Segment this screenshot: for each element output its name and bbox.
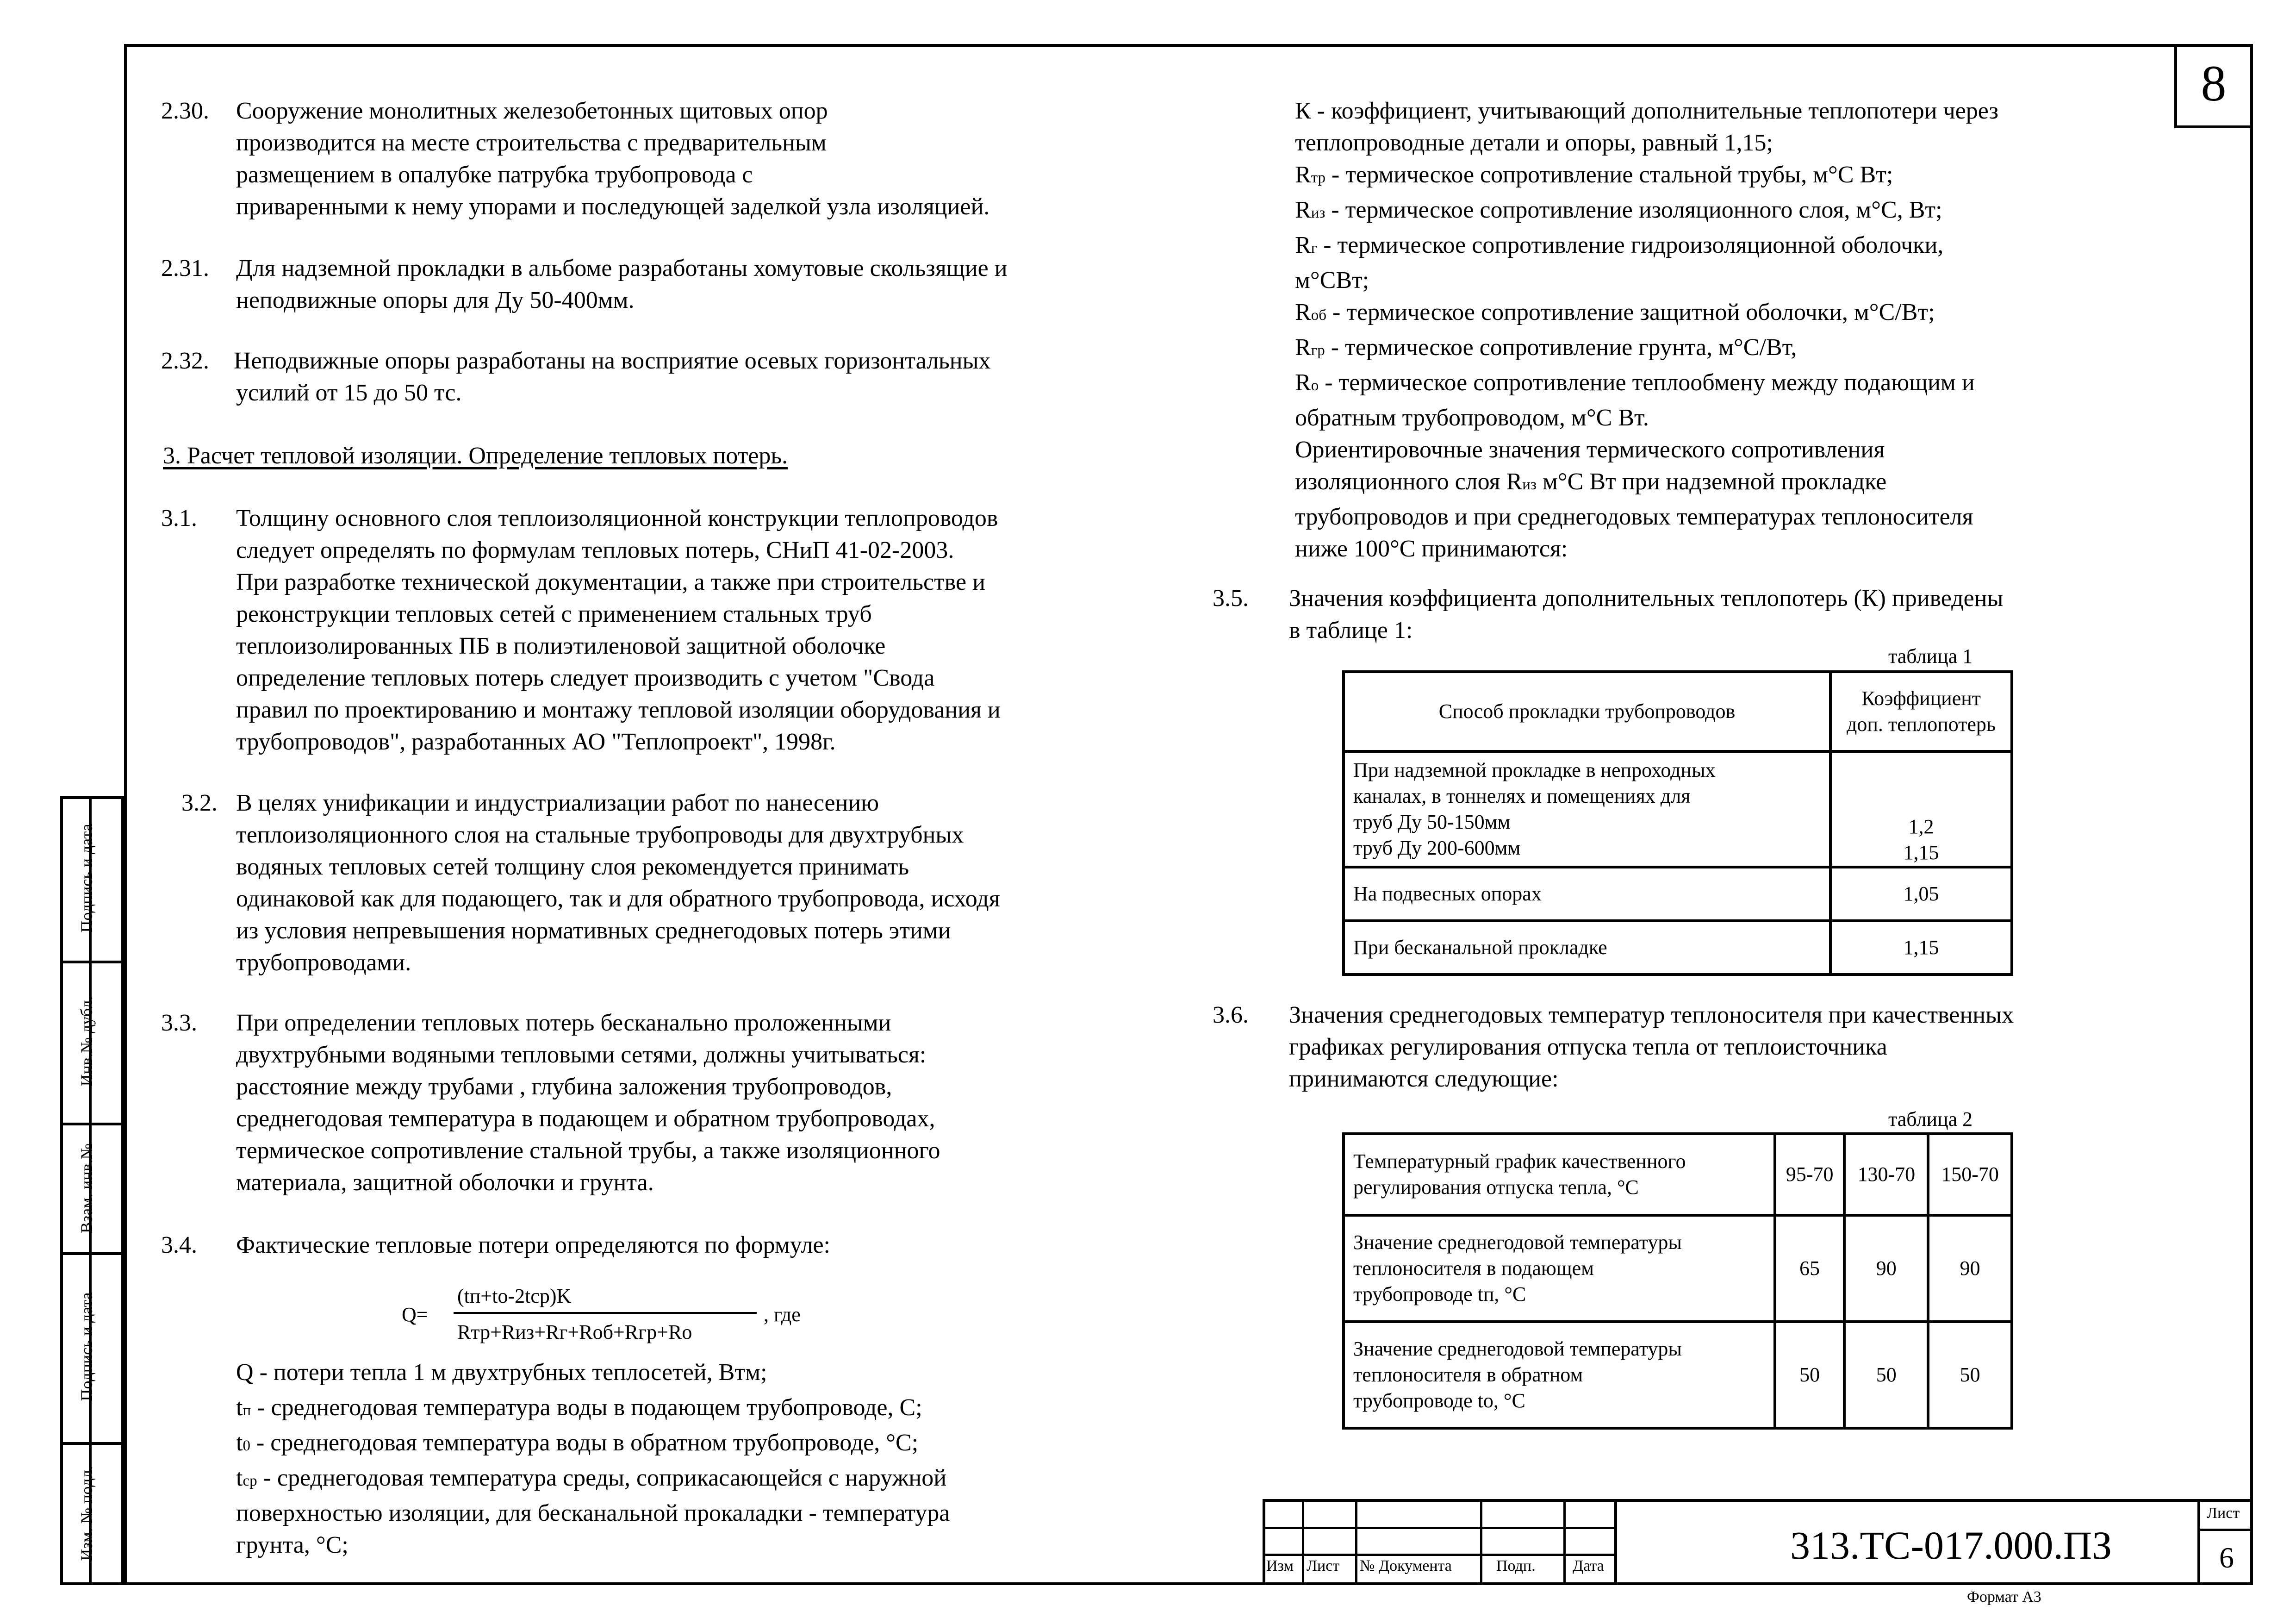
- legend-t0: t0 - среднегодовая температура воды в обратном трубопроводе, °С;: [236, 1430, 919, 1456]
- sec-3-4-text: Фактические тепловые потери определяются по формуле:: [236, 1232, 830, 1258]
- format-label: Формат А3: [1967, 1588, 2041, 1605]
- table2-caption: таблица 2: [1888, 1108, 1973, 1131]
- table2-r3-v2: 50: [1844, 1322, 1928, 1428]
- formula-tail: , где: [764, 1303, 801, 1326]
- table2-r2-v1: 65: [1775, 1215, 1844, 1322]
- table2-row2-label: Значение среднегодовой температуры теплоносителя в подающем трубопроводе tп, °С: [1344, 1215, 1775, 1322]
- formula-lhs: Q=: [402, 1303, 428, 1326]
- legend-tcp: tср - среднегодовая температура среды, соприкасающейся с наружной: [236, 1465, 947, 1491]
- table1-head-method: Способ прокладки трубопроводов: [1344, 672, 1830, 751]
- sec-3-6-num: 3.6.: [1213, 1002, 1249, 1028]
- formula-denominator: Rтр+Rиз+Rг+Rоб+Rгр+Ro: [457, 1321, 692, 1343]
- sec-2-30-text: Сооружение монолитных железобетонных щитовых опор производится на месте строительства с предварительным размещением в опалубке патрубка трубопровода с приваренными к нему упорами и последующей заделкой узла изоляцией.: [236, 98, 990, 220]
- stamp-vzam-inv: Взам. инв.№: [77, 1143, 96, 1233]
- document-code: 313.ТС-017.000.ПЗ: [1790, 1523, 2112, 1568]
- sec-3-6-text: Значения среднегодовых температур теплоносителя при качественных графиках регулирования отпуска тепла от теплоисточника принимаются следующие:: [1289, 1002, 2014, 1092]
- sec-3-3-num: 3.3.: [161, 1010, 197, 1036]
- table1-row3-value: 1,15: [1830, 921, 2012, 974]
- sec-2-31-text: Для надземной прокладки в альбоме разработаны хомутовые скользящие и неподвижные опоры для Ду 50-400мм.: [236, 255, 1008, 313]
- table1-row2-label: На подвесных опорах: [1344, 867, 1830, 921]
- table1-row1-label: При надземной прокладке в непроходных каналах, в тоннелях и помещениях для труб Ду 50-150мм труб Ду 200-600мм: [1344, 751, 1830, 867]
- table1-row2-value: 1,05: [1830, 867, 2012, 921]
- frame-left: [124, 44, 127, 1585]
- tb-head-sign: Подп.: [1496, 1557, 1536, 1574]
- sec-3-2-text: В целях унификации и индустриализации работ по нанесению теплоизоляционного слоя на стальные трубопроводы для двухтрубных водяных тепловых сетей толщину слоя рекомендуется принимать одинаковой как для подающего, так и для обратного трубопровода, исходя из условия непревышения нормативных среднегодовых потерь этими трубопроводами.: [236, 790, 1000, 976]
- stamp-sign-date-2: Подпись и дата: [77, 1292, 96, 1401]
- tb-head-doc: № Документа: [1360, 1557, 1452, 1574]
- sheet-box-bottom: [2174, 125, 2253, 128]
- table1-head-coef: Коэффициент доп. теплопотерь: [1830, 672, 2012, 751]
- sec-3-3-text: При определении тепловых потерь бесканально проложенными двухтрубными водяными тепловыми сетями, должны учитываться: расстояние между трубами , глубина заложения трубопроводов, среднегодовая температура в подающем и обратном трубопроводах, термическое сопротивление стальной трубы, а также изоляционного материала, защитной оболочки и грунта.: [236, 1010, 940, 1196]
- table2-col-95-70: 95-70: [1775, 1134, 1844, 1215]
- legend-left: Q - потери тепла 1 м двухтрубных теплосетей, Втм; tп - среднегодовая температура воды в подающем трубопроводе, С; t0 - среднегодовая температура воды в обратном трубопроводе, °С; tср - среднегодовая температура среды, соприкасающейся с наружной поверхностью изоляции, для бесканальной прокаладки - температура грунта, °С;: [236, 1356, 1162, 1561]
- legend-q: Q - потери тепла 1 м двухтрубных теплосетей, Втм;: [236, 1359, 767, 1386]
- table2: [1342, 1132, 2013, 1430]
- table2-col-130-70: 130-70: [1844, 1134, 1928, 1215]
- table2-r2-v2: 90: [1844, 1215, 1928, 1322]
- table2-row1-label: Температурный график качественного регулирования отпуска тепла, °С: [1344, 1134, 1775, 1215]
- formula-numerator: (tп+tо-2tср)K: [457, 1285, 572, 1307]
- frame-top: [124, 44, 2253, 47]
- tb-head-list: Лист: [1307, 1557, 1340, 1574]
- sec-3-2-num: 3.2.: [181, 790, 218, 816]
- top-sheet-number: 8: [2201, 55, 2227, 112]
- sec-2-32-num: 2.32.: [161, 348, 209, 374]
- legend-right: К - коэффициент, учитывающий дополнительные теплопотери через теплопроводные детали и опоры, равный 1,15; Rтр - термическое сопротивление стальной трубы, м°С Вт; Rиз - термическое сопротивление изоляционного слоя, м°С, Вт; Rг - термическое сопротивление гидроизоляционной оболочки, м°СВт; Rоб - термическое сопротивление защитной оболочки, м°С/Вт; Rгр - термическое сопротивление грунта, м°С/Вт, Rо - термическое сопротивление теплообмену между подающим и обратным трубопроводом, м°С Вт. Ориентировочные значения термического сопротивления изоляционного слоя Rиз м°С Вт при надземной прокладке трубопроводов и при среднегодовых температурах теплоносителя ниже 100°С принимаются:: [1295, 98, 1999, 562]
- side-stamp: [60, 796, 124, 1585]
- table2-r2-v3: 90: [1928, 1215, 2012, 1322]
- stamp-sign-date-1: Подпись и дата: [77, 824, 96, 933]
- stamp-inv-dubl: Инв.№ дубл.: [77, 996, 96, 1087]
- tb-sheet-label: Лист: [2207, 1505, 2240, 1522]
- table1-caption: таблица 1: [1888, 645, 1973, 668]
- table2-r3-v1: 50: [1775, 1322, 1844, 1428]
- stamp-inv-podl: Изм. № подл.: [77, 1466, 96, 1561]
- sec-3-5-text: Значения коэффициента дополнительных теплопотерь (К) приведены в таблице 1:: [1289, 585, 2004, 643]
- sec-3-5-num: 3.5.: [1213, 585, 1249, 612]
- table1-row1-values: 1,2 1,15: [1830, 751, 2012, 867]
- title-block: [1263, 1499, 2253, 1585]
- tb-head-date: Дата: [1573, 1557, 1604, 1574]
- tb-sheet-number: 6: [2219, 1541, 2234, 1574]
- sec-2-31-num: 2.31.: [161, 255, 209, 281]
- table2-col-150-70: 150-70: [1928, 1134, 2012, 1215]
- table2-r3-v3: 50: [1928, 1322, 2012, 1428]
- section-3-heading: 3. Расчет тепловой изоляции. Определение тепловых потерь.: [163, 443, 788, 469]
- formula-fraction-bar: [454, 1312, 757, 1314]
- sec-2-32-text: Неподвижные опоры разработаны на восприятие осевых горизонтальных усилий от 15 до 50 тс.: [234, 348, 991, 406]
- table1: [1342, 670, 2013, 976]
- sec-3-1-num: 3.1.: [161, 505, 197, 531]
- sec-2-30-num: 2.30.: [161, 98, 209, 124]
- sec-3-1-text: Толщину основного слоя теплоизоляционной конструкции теплопроводов следует определять по формулам тепловых потерь, СНиП 41-02-2003. При разработке технической документации, а также при строительстве и реконструкции тепловых сетей с применением стальных труб теплоизолированных ПБ в полиэтиленовой защитной оболочке определение тепловых потерь следует производить с учетом "Свода правил по проектированию и монтажу тепловой изоляции оборудования и трубопроводов", разработанных АО "Теплопроект", 1998г.: [236, 505, 1001, 755]
- table1-row3-label: При бесканальной прокладке: [1344, 921, 1830, 974]
- legend-tp: tп - среднегодовая температура воды в подающем трубопроводе, С;: [236, 1394, 922, 1421]
- sec-3-4-num: 3.4.: [161, 1232, 197, 1258]
- tb-head-izm: Изм: [1266, 1557, 1294, 1574]
- frame-right: [2250, 44, 2253, 1585]
- table2-row3-label: Значение среднегодовой температуры теплоносителя в обратном трубопроводе tо, °С: [1344, 1322, 1775, 1428]
